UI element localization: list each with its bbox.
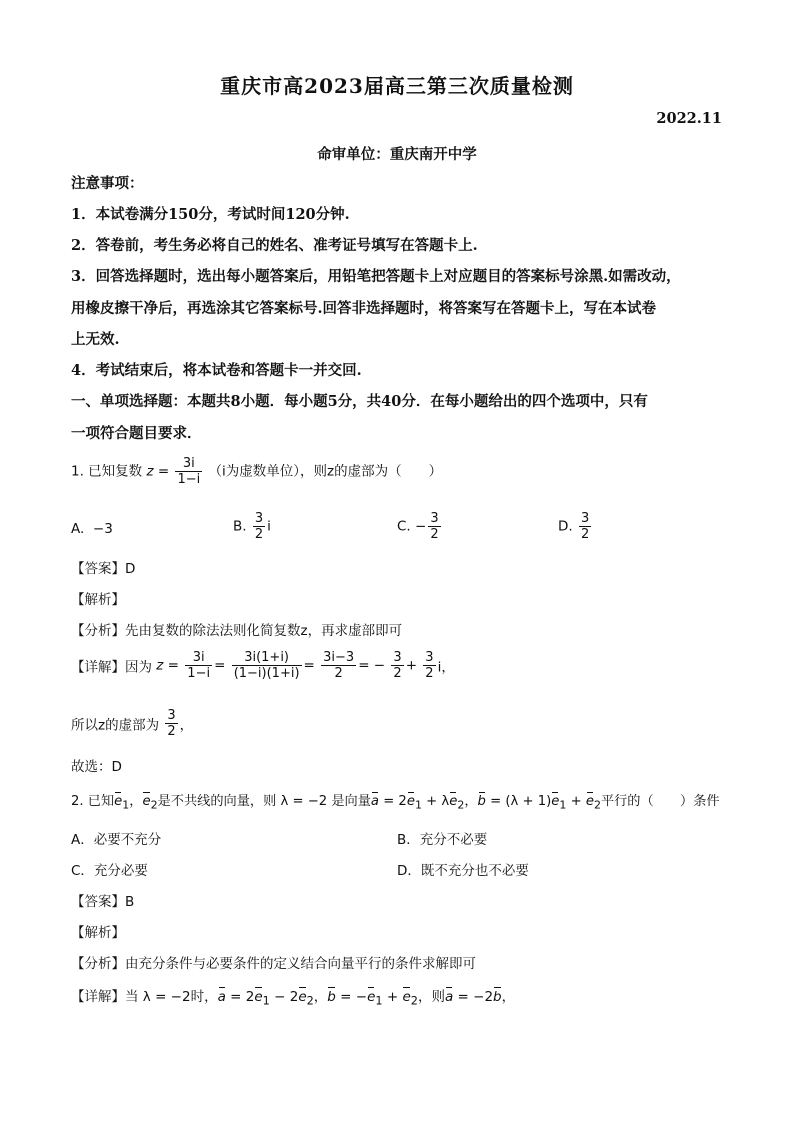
option-b: B. $\frac{3}{2}$ i (233, 511, 271, 542)
answer-2: 【答案】B (71, 894, 135, 910)
analysis-label-2: 【解析】 (71, 925, 125, 941)
question-1-options (71, 511, 731, 551)
setter-unit: 命审单位：重庆南开中学 (317, 146, 477, 163)
question-2: 2. 已知$e_1$，$e_2$是不共线的向量，则 λ = −2 是向量$a = 2e_1 + \lambda e_2$，$b = (\lambda + 1)e_1 + e_2$平行的（ ）条件 (71, 794, 720, 812)
note-item: 上无效. (71, 331, 120, 348)
analysis-1: 【分析】先由复数的除法法则化简复数z，再求虚部即可 (71, 623, 403, 639)
page-title: 重庆市高2023届高三第三次质量检测 (220, 74, 574, 98)
fraction: $\frac{3i}{1-i}$ (177, 456, 201, 487)
question-1: 1. 已知复数 z = $\frac{3i}{1-i}$ （i为虚数单位），则z的虚部为（ ） (71, 456, 443, 487)
analysis-label-1: 【解析】 (71, 592, 125, 608)
option-b: B．充分不必要 (397, 832, 488, 848)
option-d: D．既不充分也不必要 (397, 863, 529, 879)
option-d: D. $\frac{3}{2}$ (558, 511, 590, 542)
option-a: A．必要不充分 (71, 832, 162, 848)
note-item: 4．考试结束后，将本试卷和答题卡一并交回. (71, 362, 362, 379)
notes-heading: 注意事项： (71, 175, 144, 192)
option-c: C．充分必要 (71, 863, 148, 879)
conclusion-1: 所以z的虚部为 $\frac{3}{2}$ ， (71, 708, 194, 739)
answer-1: 【答案】D (71, 561, 136, 577)
choice-1: 故选：D (71, 759, 122, 775)
option-a: A. −3 (71, 521, 113, 537)
option-c: C. − $\frac{3}{2}$ (397, 511, 439, 542)
section-heading-cont: 一项符合题目要求． (71, 425, 202, 442)
detail-1: 【详解】因为 z = $\frac{3i}{1-i}$ = $\frac{3i(1+i)}{(1-i)(1+i)}$ = $\frac{3i-3}{2}$ = − $\frac{3}{2}$ + $\frac{3}{2}$ i， (71, 650, 455, 681)
note-item: 1．本试卷满分150分，考试时间120分钟. (71, 206, 350, 223)
exam-date: 2022.11 (656, 110, 722, 127)
note-item: 2．答卷前，考生务必将自己的姓名、准考证号填写在答题卡上. (71, 237, 478, 254)
note-item: 3．回答选择题时，选出每小题答案后，用铅笔把答题卡上对应题目的答案标号涂黑.如需改动， (71, 268, 681, 285)
section-heading: 一、单项选择题：本题共8小题．每小题5分，共40分．在每小题给出的四个选项中，只有 (71, 393, 648, 410)
note-item: 用橡皮擦干净后，再选涂其它答案标号.回答非选择题时，将答案写在答题卡上，写在本试卷 (71, 300, 657, 317)
detail-2: 【详解】当 λ = −2时，$a = 2e_1 - 2e_2$，$b = -e_1 + e_2$，则a = −2b， (71, 989, 516, 1008)
analysis-2: 【分析】由充分条件与必要条件的定义结合向量平行的条件求解即可 (71, 956, 476, 972)
